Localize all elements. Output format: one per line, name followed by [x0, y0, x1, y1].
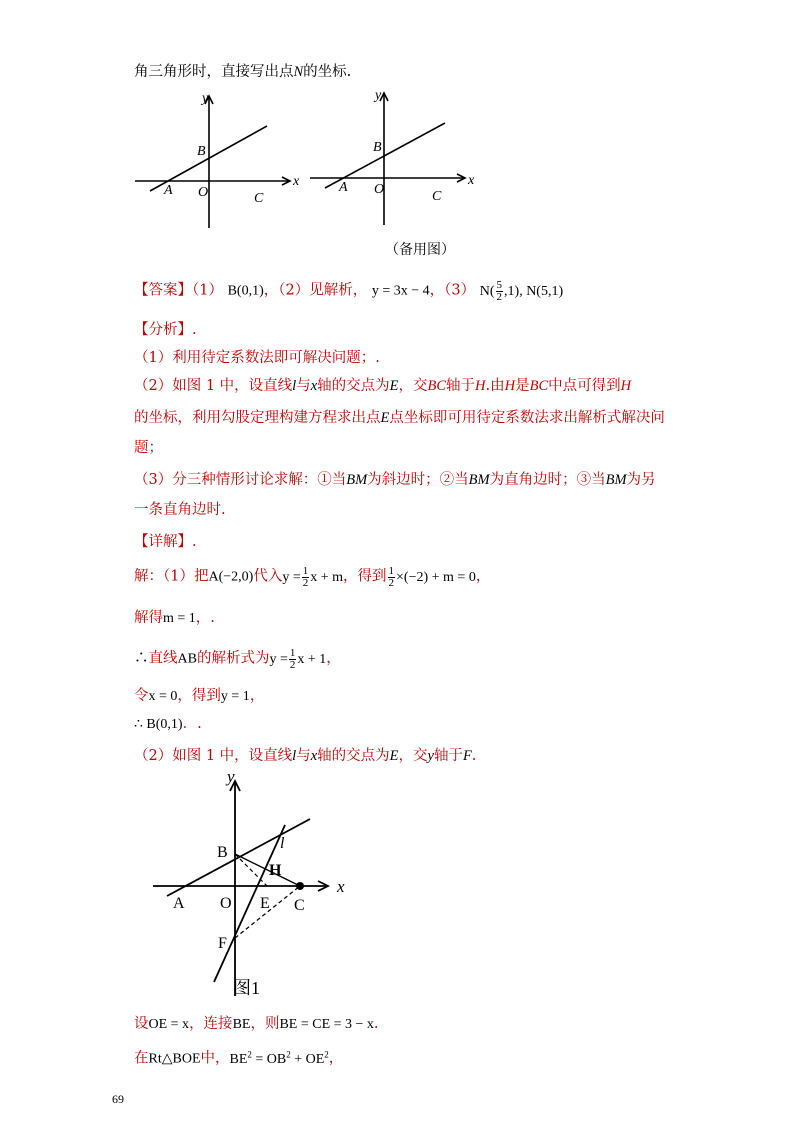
detail-tag: 【详解】. [134, 534, 197, 550]
y-label: y [202, 91, 209, 106]
analysis-line-5: （3）分三种情形讨论求解：①当BM为斜边时；②当BM为直角边时；③当BM为另 [134, 472, 656, 488]
label-b: B [373, 140, 382, 155]
answer-part1: （1） [192, 282, 223, 299]
label-o: O [198, 185, 209, 200]
analysis-line-6: 一条直角边时. [134, 502, 226, 518]
detail-step-6: （2）如图 1 中，设直线l与x轴的交点为E，交y轴于F. [134, 748, 477, 764]
label-c: C [432, 189, 442, 204]
fig1-label-e: E [260, 895, 270, 912]
reference-figure-1 [130, 88, 305, 233]
detail-step-2: 解得m = 1，. [134, 610, 215, 626]
label-o: O [374, 182, 385, 197]
x-label: x [468, 173, 475, 188]
reference-figure-2 [305, 85, 480, 230]
detail-step-1: 解：（1）把A(−2,0)代入y = $\frac{1}{2}$ x + m，得到 $\frac{1}{2}$ ×(−2) + m = 0， [134, 565, 491, 589]
x-label: x [293, 174, 300, 189]
label-a: A [164, 183, 173, 198]
answer-b01: B(0,1) [227, 283, 264, 299]
answer-eq: y = 3x − 4 [371, 283, 430, 299]
fig1-x-label: x [337, 877, 345, 896]
intro-line [134, 62, 351, 82]
tail-line-2: 在Rt△BOE中，$BE^2 = OB^2 + OE^2$， [134, 1049, 344, 1067]
figure-caption: （备用图） [385, 242, 455, 258]
y-label: y [375, 88, 382, 103]
detail-step-5: ∴ B(0,1)．. [134, 716, 202, 732]
fig1-label-o: O [220, 895, 232, 912]
fig1-label-b: B [217, 844, 228, 861]
tail-line-1: 设OE = x，连接BE，则BE = CE = 3 − x. [134, 1016, 379, 1032]
detail-step-3: ∴直线AB的解析式为y = $\frac{1}{2}$ x + 1， [134, 647, 341, 671]
fig1-label-f: F [218, 935, 227, 952]
analysis-line-4: 题； [134, 440, 163, 456]
intro-text: 角三角形时，直接写出点 [134, 64, 294, 80]
fig1-y-label: y [227, 768, 235, 786]
analysis-line-2: （2）如图 1 中，设直线l与x轴的交点为E，交BC轴于H.由H是BC中点可得到H [134, 378, 632, 394]
answer-part3: ，（3） [429, 282, 476, 299]
var-n: N [293, 64, 304, 80]
intro-end: 的坐标. [303, 64, 352, 80]
answer-line [134, 280, 563, 303]
figure-1 [145, 768, 370, 1003]
analysis-line-1: （1）利用待定系数法即可解决问题；. [134, 350, 380, 366]
fig1-label-a: A [173, 895, 185, 912]
analysis-line-3: 的坐标，利用勾股定理构建方程求出点E点坐标即可用待定系数法求出解析式解决问 [134, 410, 665, 426]
detail-step-4: 令x = 0，得到y = 1， [134, 688, 265, 704]
answer-part2: ，（2）见解析， [263, 282, 368, 299]
answer-tag: 【答案】 [134, 282, 192, 299]
fig1-label-l: l [280, 835, 285, 852]
page-number: 69 [112, 1092, 124, 1106]
fig1-caption: 图1 [233, 978, 260, 998]
analysis-tag: 【分析】. [134, 322, 197, 338]
label-a: A [339, 180, 348, 195]
fig1-label-c: C [294, 897, 305, 914]
answer-n: N( $\frac{5}{2}$ ,1), N(5,1) [479, 279, 564, 303]
label-c: C [254, 191, 264, 206]
label-b: B [197, 144, 206, 159]
fig1-label-h: H [269, 862, 282, 879]
